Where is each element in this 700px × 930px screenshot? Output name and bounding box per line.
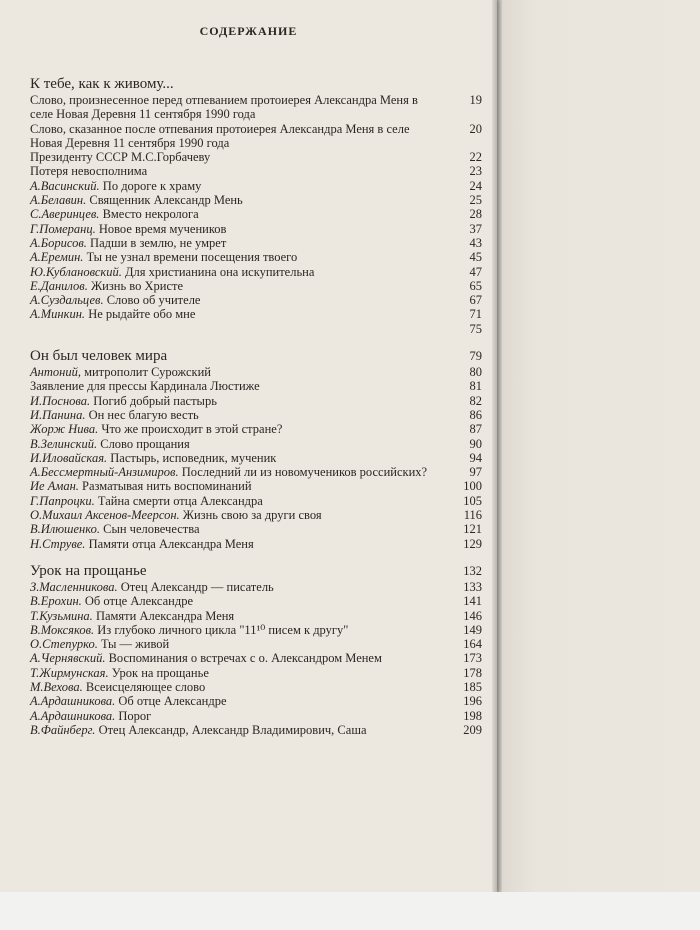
entry-page-number: 65: [469, 278, 482, 293]
entry-page-number: 23: [469, 164, 482, 179]
entry-page-number: 45: [469, 250, 482, 265]
toc-entry: [30, 93, 482, 122]
entry-page-number: 20: [469, 121, 482, 136]
entry-page-number: 22: [469, 150, 482, 165]
entry-author: О.Михаил Аксенов-Меерсон.: [30, 508, 180, 523]
entry-author: В.Илюшенко.: [30, 522, 100, 537]
entry-title: Пастырь, исповедник, мученик: [110, 450, 277, 465]
entry-author: А.Суздальцев.: [30, 293, 104, 308]
entry-author: А.Васинский.: [30, 178, 100, 193]
toc-entry: [30, 222, 482, 236]
entry-author: М.Вехова.: [30, 679, 83, 694]
entry-author: Антоний,: [30, 365, 81, 380]
toc-entry: [30, 394, 482, 408]
entry-page-number: 121: [463, 522, 482, 537]
section-title-text: К тебе, как к живому...: [30, 76, 174, 92]
toc-entry: [30, 250, 482, 264]
toc-entry: [30, 322, 482, 336]
toc-entry: [30, 508, 482, 522]
entry-title: По дороге к храму: [102, 178, 202, 193]
entry-page-number: 24: [469, 178, 482, 193]
entry-author: А.Чернявский.: [30, 651, 106, 666]
entry-title: Воспоминания о встречах с о. Александром Менем: [108, 651, 382, 666]
entry-author: А.Бессмертный-Анзимиров.: [30, 465, 179, 480]
entry-page-number: 173: [463, 651, 482, 666]
entry-author: А.Белавин.: [30, 193, 87, 208]
entry-title: Порог: [118, 708, 152, 723]
entry-title: Что же происходит в этой стране?: [101, 422, 283, 437]
entry-title: Памяти Александра Меня: [95, 608, 235, 623]
entry-author: В.Файнберг.: [30, 722, 96, 737]
entry-author: И.Иловайская.: [30, 450, 108, 465]
toc-entry: [30, 265, 482, 279]
entry-author: Г.Папроцки.: [30, 493, 95, 508]
toc-entry: [30, 122, 482, 151]
toc-entry: [30, 451, 482, 465]
toc-entry: [30, 150, 482, 164]
entry-author: А.Еремин.: [30, 250, 84, 265]
entry-author: Т.Жирмунская.: [30, 665, 109, 680]
entry-page-number: 67: [469, 293, 482, 308]
entry-author: В.Ерохин.: [30, 594, 82, 609]
toc-entry: [30, 365, 482, 379]
entry-title: Потеря невосполнима: [30, 164, 148, 179]
entry-page-number: 178: [463, 665, 482, 680]
entry-title: Всеисцеляющее слово: [85, 679, 206, 694]
entry-page-number: 80: [469, 365, 482, 380]
entry-title: Жизнь свою за други своя: [182, 508, 322, 523]
entry-page-number: 86: [469, 407, 482, 422]
entry-page-number: 129: [463, 536, 482, 551]
entry-title: Ты не узнал времени посещения твоего: [86, 250, 298, 265]
entry-title: Слово прощания: [100, 436, 190, 451]
entry-author: Н.Струве.: [30, 536, 86, 551]
toc-entry: [30, 307, 482, 321]
entry-title: Жизнь во Христе: [90, 278, 184, 293]
entry-title: Священник Александр Мень: [89, 193, 243, 208]
entry-page-number: 90: [469, 436, 482, 451]
entry-author: Г.Померанц.: [30, 221, 96, 236]
entry-page-number: 43: [469, 235, 482, 250]
toc-section: [30, 563, 482, 737]
entry-page-number: 196: [463, 694, 482, 709]
entry-title: Разматывая нить воспоминаний: [82, 479, 252, 494]
entry-page-number: 141: [463, 594, 482, 609]
entry-page-number: 94: [469, 450, 482, 465]
entry-title: Из глубоко личного цикла "11¹⁰ писем к другу": [97, 622, 349, 637]
entry-title: Отец Александр — писатель: [120, 579, 274, 594]
toc-entry: [30, 179, 482, 193]
entry-author: А.Минкин.: [30, 307, 86, 322]
background-surface: [0, 892, 700, 930]
toc-entry: [30, 637, 482, 651]
toc-entry: [30, 494, 482, 508]
toc-entry: [30, 164, 482, 178]
entry-title: Слово, произнесенное перед отпеванием протоиерея Александра Меня в селе Новая Деревня 11 сентября 1990 года: [30, 93, 418, 122]
entry-author: В.Моксяков.: [30, 622, 95, 637]
section-title-text: Он был человек мира: [30, 348, 168, 365]
entry-page-number: 146: [463, 608, 482, 623]
entry-title: митрополит Сурожский: [84, 365, 211, 380]
entry-author: И.Поснова.: [30, 393, 91, 408]
section-title: [30, 76, 482, 92]
toc-section: [30, 76, 482, 336]
entry-page-number: 198: [463, 708, 482, 723]
entry-title: Слово, сказанное после отпевания протоиерея Александра Меня в селе Новая Деревня 11 сентября 1990 года: [30, 121, 410, 150]
toc-entry: [30, 379, 482, 393]
entry-author: А.Ардашникова.: [30, 694, 116, 709]
toc-entry: [30, 666, 482, 680]
entry-author: Е.Данилов.: [30, 278, 88, 293]
entry-title: Президенту СССР М.С.Горбачеву: [30, 150, 211, 165]
page-heading: СОДЕРЖАНИЕ: [199, 24, 298, 38]
entry-author: Ие Аман.: [30, 479, 79, 494]
entry-title: Последний ли из новомучеников российских?: [181, 465, 428, 480]
toc-entry: [30, 537, 482, 551]
entry-page-number: 87: [469, 422, 482, 437]
entry-title: Тайна смерти отца Александра: [97, 493, 263, 508]
toc-entry: [30, 723, 482, 737]
toc-entry: [30, 408, 482, 422]
entry-title: Сын человечества: [103, 522, 200, 537]
section-title-text: Урок на прощанье: [30, 562, 147, 579]
entry-title: Заявление для прессы Кардинала Люстиже: [30, 379, 260, 394]
entry-page-number: 37: [469, 221, 482, 236]
toc-entry: [30, 709, 482, 723]
toc-entry: [30, 236, 482, 250]
right-page: [497, 0, 700, 930]
entry-page-number: 75: [469, 321, 482, 336]
entry-title: Урок на прощанье: [111, 665, 209, 680]
entry-author: З.Масленникова.: [30, 579, 118, 594]
book-gutter: [492, 0, 502, 892]
entry-title: Не рыдайте обо мне: [88, 307, 196, 322]
entry-page-number: 97: [469, 465, 482, 480]
toc-section: [30, 348, 482, 551]
entry-page-number: 71: [469, 307, 482, 322]
toc-entry: [30, 422, 482, 436]
section-title: [30, 563, 482, 579]
toc-entry: [30, 594, 482, 608]
entry-author: С.Аверинцев.: [30, 207, 100, 222]
entry-page-number: 116: [463, 508, 482, 523]
entry-title: Вместо некролога: [102, 207, 199, 222]
toc-entry: [30, 522, 482, 536]
entry-title: Об отце Александре: [84, 594, 193, 609]
entry-page-number: 100: [463, 479, 482, 494]
entry-page-number: 82: [469, 393, 482, 408]
entry-page-number: 133: [463, 579, 482, 594]
toc-entry: [30, 437, 482, 451]
entry-title: Он нес благую весть: [88, 407, 199, 422]
toc-entry: [30, 479, 482, 493]
toc-entry: [30, 207, 482, 221]
toc-entry: [30, 609, 482, 623]
entry-title: Об отце Александре: [118, 694, 227, 709]
entry-page-number: 105: [463, 493, 482, 508]
entry-page-number: 25: [469, 193, 482, 208]
entry-page-number: 81: [469, 379, 482, 394]
entry-author: А.Ардашникова.: [30, 708, 116, 723]
entry-title: Ты — живой: [101, 637, 170, 652]
toc-entry: [30, 279, 482, 293]
entry-author: И.Панина.: [30, 407, 86, 422]
entry-title: Погиб добрый пастырь: [93, 393, 217, 408]
entry-title: Слово об учителе: [106, 293, 201, 308]
toc-entry: [30, 465, 482, 479]
entry-page-number: 47: [469, 264, 482, 279]
entry-title: Падши в землю, не умрет: [90, 235, 227, 250]
entry-page-number: 185: [463, 679, 482, 694]
section-page-number: 79: [469, 349, 482, 364]
table-of-contents: [30, 76, 482, 749]
entry-title: Отец Александр, Александр Владимирович, Саша: [98, 722, 367, 737]
toc-entry: [30, 694, 482, 708]
entry-page-number: 149: [463, 622, 482, 637]
section-page-number: 132: [463, 563, 482, 578]
entry-author: Т.Кузьмина.: [30, 608, 93, 623]
toc-entry: [30, 651, 482, 665]
entry-author: Жорж Нива.: [30, 422, 99, 437]
toc-entry: [30, 680, 482, 694]
entry-page-number: 164: [463, 637, 482, 652]
toc-entry: [30, 193, 482, 207]
entry-author: Ю.Кублановский.: [30, 264, 122, 279]
entry-author: О.Степурко.: [30, 637, 98, 652]
entry-title: Памяти отца Александра Меня: [88, 536, 254, 551]
toc-entry: [30, 623, 482, 637]
section-title: [30, 348, 482, 364]
entry-page-number: 209: [463, 722, 482, 737]
toc-entry: [30, 580, 482, 594]
entry-author: В.Зелинский.: [30, 436, 98, 451]
toc-entry: [30, 293, 482, 307]
entry-page-number: 19: [469, 93, 482, 107]
entry-title: Для христианина она искупительна: [125, 264, 315, 279]
entry-author: А.Борисов.: [30, 235, 87, 250]
entry-title: Новое время мучеников: [98, 221, 227, 236]
entry-page-number: 28: [469, 207, 482, 222]
